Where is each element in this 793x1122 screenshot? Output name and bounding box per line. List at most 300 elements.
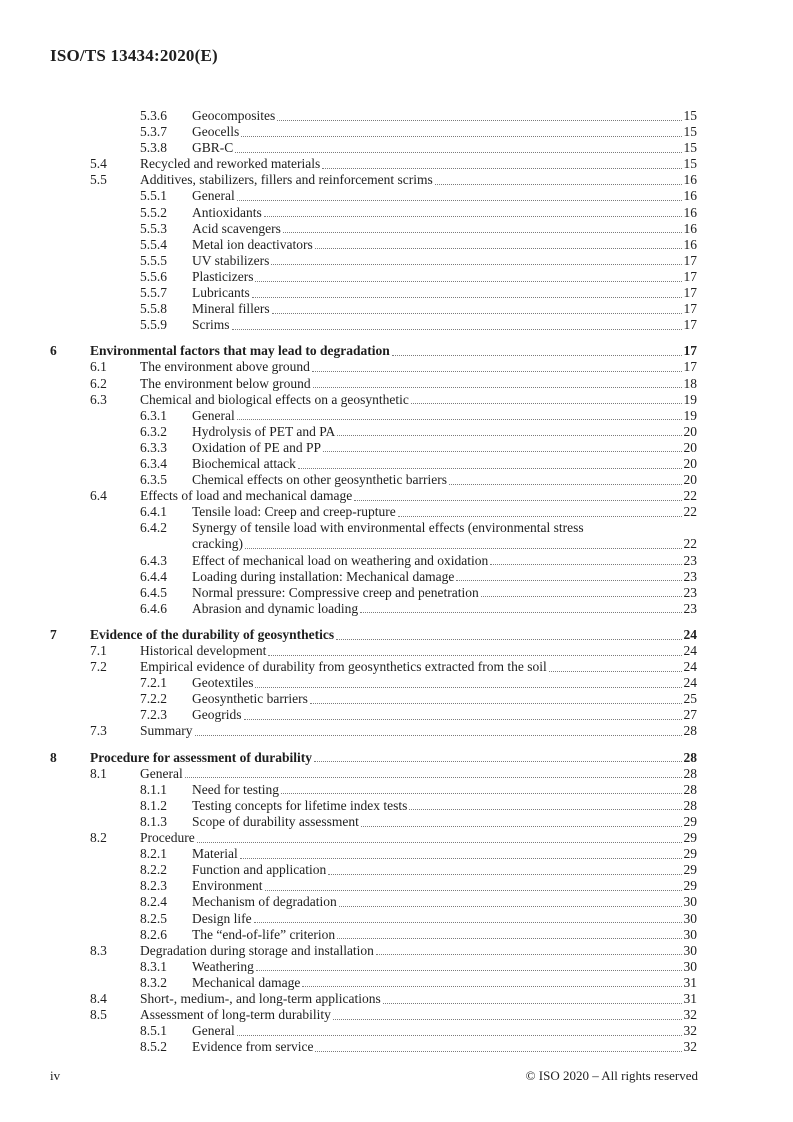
toc-entry-title: Summary: [140, 723, 193, 739]
toc-entry: [50, 359, 697, 375]
toc-entry-title: Procedure: [140, 830, 195, 846]
toc-entry-title: Material: [192, 846, 238, 862]
toc-entry-line: [192, 317, 697, 333]
dot-leader: [337, 927, 681, 940]
toc-entry: [50, 601, 697, 617]
toc-entry-page: 24: [683, 659, 697, 675]
toc-entry: [50, 456, 697, 472]
toc-entry-page: 17: [683, 317, 697, 333]
toc-entry-line: [192, 878, 697, 894]
dot-leader: [244, 707, 682, 720]
toc-entry-title: Environment: [192, 878, 263, 894]
dot-leader: [255, 675, 681, 688]
toc-entry-title: Oxidation of PE and PP: [192, 439, 322, 455]
toc-entry-line: [140, 359, 697, 375]
toc-entry-title: Environmental factors that may lead to degradation: [90, 343, 390, 359]
toc-entry-body: [140, 392, 697, 408]
toc-entry-page: 20: [683, 455, 697, 471]
toc-entry-number: 5.3.8: [140, 140, 167, 156]
toc-entry-title: The environment above ground: [140, 359, 310, 375]
dot-leader: [240, 846, 682, 859]
dot-leader: [252, 285, 682, 298]
toc-entry: [50, 846, 697, 862]
toc-entry-number: 7.1: [90, 643, 107, 658]
toc-entry-title: Weathering: [192, 958, 254, 974]
dot-leader: [256, 959, 682, 972]
toc-entry-number: 5.3.7: [140, 124, 167, 140]
toc-entry-page: 25: [683, 691, 697, 707]
toc-entry-line: [192, 124, 697, 140]
toc-entry-page: 23: [683, 600, 697, 616]
toc-entry-number: 6.3.3: [140, 439, 167, 455]
toc-entry-title: Additives, stabilizers, fillers and reinforcement scrims: [140, 172, 433, 188]
toc-entry-number: 5.5.1: [140, 188, 167, 204]
toc-entry-number: 5.5.5: [140, 252, 167, 268]
toc-entry-line: [140, 376, 697, 392]
toc-entry-number: 5.5: [90, 172, 107, 188]
toc-entry-title: Geogrids: [192, 707, 242, 723]
toc-entry: [50, 108, 697, 124]
toc-entry-page: 24: [683, 643, 697, 658]
dot-leader: [241, 124, 681, 137]
toc-entry: [50, 188, 697, 204]
toc-entry-page: 17: [683, 359, 697, 375]
dot-leader: [255, 269, 681, 282]
toc-entry: [50, 585, 697, 601]
toc-entry-body: [192, 878, 697, 894]
dot-leader: [398, 504, 682, 517]
toc-entry-title: Mechanism of degradation: [192, 894, 337, 910]
toc-entry-body: [140, 723, 697, 739]
dot-leader: [302, 975, 681, 988]
toc-entry-title: Scrims: [192, 317, 230, 333]
toc-entry-number: 8.2.5: [140, 910, 167, 926]
toc-entry-body: [192, 440, 697, 456]
toc-entry: [50, 376, 697, 392]
toc-entry-title: Degradation during storage and installation: [140, 942, 374, 958]
toc-entry-number: 5.4: [90, 156, 107, 172]
toc-entry-page: 17: [683, 252, 697, 268]
toc-entry: [50, 269, 697, 285]
toc-entry-body: [140, 1007, 697, 1023]
toc-entry-body: [192, 675, 697, 691]
toc-entry-title: General: [192, 1023, 235, 1039]
toc-entry-line: [140, 643, 697, 659]
toc-entry-title: Chemical effects on other geosynthetic barriers: [192, 472, 448, 488]
toc-entry-number: 8: [50, 749, 57, 765]
toc-entry: [50, 221, 697, 237]
toc-entry-page: 32: [683, 1039, 697, 1055]
toc-entry-page: 23: [683, 552, 697, 568]
toc-entry: [50, 894, 697, 910]
toc-entry-body: [192, 782, 697, 798]
toc-entry-line: [192, 911, 697, 927]
toc-entry-title: Historical development: [140, 643, 267, 658]
toc-entry-page: 17: [683, 301, 697, 317]
toc-entry: [50, 659, 697, 675]
toc-entry-line: [192, 520, 697, 536]
toc-entry-page: 27: [683, 707, 697, 723]
dot-leader: [264, 205, 682, 218]
toc-entry-body: [192, 317, 697, 333]
toc-entry-body: [192, 1023, 697, 1039]
toc-entry-page: 17: [683, 268, 697, 284]
toc-entry-body: [140, 659, 697, 675]
toc-entry-page: 15: [683, 124, 697, 140]
dot-leader: [195, 723, 682, 736]
toc-entry: [50, 317, 697, 333]
toc-entry: [50, 943, 697, 959]
toc-entry-body: [192, 601, 697, 617]
dot-leader: [185, 766, 682, 779]
toc-entry-page: 30: [683, 910, 697, 926]
toc-entry-line: [192, 782, 697, 798]
toc-entry-number: 6.3.2: [140, 423, 167, 439]
toc-entry-line: [192, 424, 697, 440]
toc-entry: [50, 1039, 697, 1055]
toc-entry-body: [140, 156, 697, 172]
toc-entry-number: 8.3.2: [140, 974, 167, 990]
toc-entry-page: 15: [683, 108, 697, 123]
toc-entry-number: 6.3.4: [140, 455, 167, 471]
toc-entry-page: 16: [683, 236, 697, 252]
toc-entry-title: Geosynthetic barriers: [192, 691, 308, 707]
toc-entry-line: [192, 408, 697, 424]
dot-leader: [456, 569, 681, 582]
toc-entry-title: Geotextiles: [192, 675, 254, 691]
toc-entry-line: [192, 585, 697, 601]
dot-leader: [272, 301, 682, 314]
toc-entry-title: The “end-of-life” criterion: [192, 926, 336, 942]
toc-entry-page: 23: [683, 584, 697, 600]
toc-entry-title: GBR-C: [192, 140, 234, 156]
toc-entry-title: Normal pressure: Compressive creep and penetration: [192, 584, 479, 600]
toc-entry-page: 15: [683, 140, 697, 156]
toc-entry-number: 8.1.2: [140, 797, 167, 813]
toc-entry-line: [192, 814, 697, 830]
toc-entry-title: UV stabilizers: [192, 252, 270, 268]
dot-leader: [271, 253, 681, 266]
toc-entry-body: [192, 472, 697, 488]
toc-entry: [50, 253, 697, 269]
toc-entry-page: 20: [683, 472, 697, 488]
dot-leader: [283, 221, 682, 234]
toc-entry: [50, 301, 697, 317]
toc-entry-line: [192, 894, 697, 910]
toc-entry-body: [140, 766, 697, 782]
toc-entry: [50, 627, 697, 643]
toc-entry-line: [90, 627, 697, 643]
dot-leader: [411, 392, 682, 405]
toc-entry-number: 6.4.1: [140, 504, 167, 520]
table-of-contents: [50, 108, 697, 1055]
dot-leader: [481, 585, 682, 598]
dot-leader: [323, 440, 681, 453]
toc-entry-page: 15: [683, 156, 697, 172]
toc-entry-title: Short-, medium-, and long-term applications: [140, 990, 381, 1006]
toc-entry-line: [192, 975, 697, 991]
toc-entry: [50, 343, 697, 359]
toc-entry: [50, 124, 697, 140]
toc-entry-page: 31: [683, 974, 697, 990]
toc-entry-title: Plasticizers: [192, 268, 254, 284]
toc-entry-title: Evidence from service: [192, 1039, 314, 1055]
toc-entry-page: 29: [683, 813, 697, 829]
toc-entry-body: [192, 108, 697, 124]
toc-entry-title: Function and application: [192, 862, 327, 878]
toc-entry: [50, 723, 697, 739]
dot-leader: [235, 140, 681, 153]
toc-entry-title: Design life: [192, 910, 252, 926]
toc-entry-page: 30: [683, 894, 697, 910]
toc-entry-title: Abrasion and dynamic loading: [192, 600, 359, 616]
toc-entry-number: 8.3: [90, 942, 107, 958]
toc-entry-number: 7.3: [90, 723, 107, 739]
toc-entry-body: [192, 140, 697, 156]
toc-entry-number: 7.2.1: [140, 675, 167, 691]
toc-entry: [50, 675, 697, 691]
toc-entry-title: Synergy of tensile load with environmental effects (environmental stress: [192, 520, 584, 536]
dot-leader: [490, 553, 681, 566]
toc-entry-title: Effect of mechanical load on weathering and oxidation: [192, 552, 489, 568]
toc-entry-number: 6.3: [90, 391, 107, 407]
toc-entry: [50, 520, 697, 552]
toc-entry-page: 28: [683, 765, 697, 781]
toc-entry-line: [192, 846, 697, 862]
toc-entry-number: 6.1: [90, 359, 107, 375]
toc-entry-line: [192, 1023, 697, 1039]
dot-leader: [392, 343, 682, 356]
toc-entry-number: 8.1.1: [140, 781, 167, 797]
toc-entry-body: [90, 627, 697, 643]
toc-entry-body: [192, 798, 697, 814]
toc-entry-body: [90, 750, 697, 766]
toc-entry-body: [192, 301, 697, 317]
toc-entry-line: [140, 659, 697, 675]
toc-entry-body: [192, 569, 697, 585]
toc-entry-page: 16: [683, 188, 697, 204]
dot-leader: [333, 1007, 682, 1020]
toc-entry-line: [192, 237, 697, 253]
toc-entry-page: 16: [683, 204, 697, 220]
toc-entry-number: 6.4.4: [140, 568, 167, 584]
dot-leader: [298, 456, 682, 469]
toc-entry-number: 8.5: [90, 1007, 107, 1023]
dot-leader: [254, 911, 682, 924]
toc-entry-body: [192, 553, 697, 569]
toc-entry-title: Metal ion deactivators: [192, 236, 313, 252]
toc-entry-body: [192, 894, 697, 910]
toc-entry: [50, 927, 697, 943]
toc-entry: [50, 782, 697, 798]
toc-entry-body: [192, 1039, 697, 1055]
document-id: ISO/TS 13434:2020(E): [50, 46, 218, 65]
toc-entry-title: cracking): [192, 536, 243, 552]
toc-entry-title: Need for testing: [192, 781, 279, 797]
toc-entry-title: Mechanical damage: [192, 974, 301, 990]
dot-leader: [322, 156, 681, 169]
toc-entry-number: 6.3.1: [140, 407, 167, 423]
toc-entry-body: [140, 643, 697, 659]
toc-entry-line: [192, 301, 697, 317]
toc-entry-body: [192, 927, 697, 943]
toc-entry-page: 20: [683, 439, 697, 455]
dot-leader: [361, 814, 682, 827]
toc-entry-line: [192, 440, 697, 456]
toc-entry-body: [192, 814, 697, 830]
toc-entry-page: 30: [683, 958, 697, 974]
toc-entry-title: Testing concepts for lifetime index tests: [192, 797, 408, 813]
toc-entry-body: [192, 408, 697, 424]
dot-leader: [314, 750, 682, 763]
toc-entry-number: 8.3.1: [140, 958, 167, 974]
toc-entry-line: [192, 140, 697, 156]
toc-entry: [50, 504, 697, 520]
toc-entry-line: [192, 1039, 697, 1055]
toc-entry-title: Recycled and reworked materials: [140, 156, 321, 172]
toc-entry-title: Empirical evidence of durability from geosynthetics extracted from the soil: [140, 659, 547, 675]
toc-entry-title: Loading during installation: Mechanical damage: [192, 568, 455, 584]
toc-entry-body: [140, 376, 697, 392]
toc-entry: [50, 691, 697, 707]
toc-entry-page: 30: [683, 942, 697, 958]
toc-entry-page: 29: [683, 846, 697, 862]
toc-entry-line: [192, 862, 697, 878]
dot-leader: [232, 317, 682, 330]
toc-entry-title: Antioxidants: [192, 204, 262, 220]
toc-entry-number: 6: [50, 343, 57, 359]
toc-entry-page: 29: [683, 830, 697, 846]
toc-entry-line: [192, 601, 697, 617]
toc-entry-line: [192, 927, 697, 943]
toc-entry-line: [90, 750, 697, 766]
toc-entry-page: 17: [683, 343, 697, 359]
toc-entry-number: 5.5.6: [140, 268, 167, 284]
toc-entry-body: [192, 124, 697, 140]
toc-entry-line: [140, 1007, 697, 1023]
toc-entry: [50, 553, 697, 569]
dot-leader: [312, 359, 682, 372]
dot-leader: [328, 862, 681, 875]
dot-leader: [237, 408, 682, 421]
toc-entry: [50, 798, 697, 814]
toc-entry-body: [192, 691, 697, 707]
dot-leader: [245, 536, 682, 549]
toc-entry: [50, 472, 697, 488]
toc-entry-line: [140, 830, 697, 846]
toc-entry: [50, 959, 697, 975]
toc-entry: [50, 488, 697, 504]
toc-entry-number: 6.4.2: [140, 520, 167, 536]
dot-leader: [549, 659, 682, 672]
toc-entry-line: [192, 504, 697, 520]
toc-entry: [50, 440, 697, 456]
toc-entry-line: [140, 723, 697, 739]
toc-entry-title: Acid scavengers: [192, 220, 281, 236]
toc-entry-title: Assessment of long-term durability: [140, 1007, 331, 1023]
toc-entry-number: 5.3.6: [140, 108, 167, 123]
toc-entry-page: 22: [683, 504, 697, 520]
toc-entry-body: [192, 911, 697, 927]
toc-entry: [50, 707, 697, 723]
toc-entry-line: [192, 959, 697, 975]
toc-entry: [50, 205, 697, 221]
toc-entry-body: [192, 237, 697, 253]
toc-entry-page: 16: [683, 172, 697, 188]
toc-entry-line: [192, 569, 697, 585]
toc-entry-number: 5.5.7: [140, 285, 167, 301]
toc-entry-body: [140, 943, 697, 959]
toc-entry: [50, 975, 697, 991]
toc-entry-line: [140, 392, 697, 408]
toc-entry-body: [192, 585, 697, 601]
toc-entry-number: 6.4.5: [140, 584, 167, 600]
toc-entry-body: [192, 975, 697, 991]
dot-leader: [277, 108, 681, 121]
toc-entry-line: [140, 488, 697, 504]
dot-leader: [336, 627, 681, 640]
toc-entry-page: 20: [683, 423, 697, 439]
toc-entry-line: [192, 707, 697, 723]
toc-entry-line: [140, 156, 697, 172]
toc-entry-body: [192, 504, 697, 520]
toc-entry: [50, 766, 697, 782]
toc-entry: [50, 156, 697, 172]
toc-entry-title: Scope of durability assessment: [192, 813, 359, 829]
toc-entry-title: General: [192, 188, 235, 204]
toc-entry-title: Effects of load and mechanical damage: [140, 488, 353, 504]
dot-leader: [268, 643, 681, 656]
toc-entry-line: [140, 172, 697, 188]
dot-leader: [315, 1039, 681, 1052]
toc-entry-body: [192, 205, 697, 221]
toc-entry-line: [140, 991, 697, 1007]
toc-entry-line: [192, 691, 697, 707]
toc-entry-body: [192, 424, 697, 440]
toc-entry-number: 8.5.2: [140, 1039, 167, 1055]
dot-leader: [281, 782, 682, 795]
toc-entry: [50, 750, 697, 766]
toc-entry-line: [192, 472, 697, 488]
toc-entry-line: [192, 798, 697, 814]
toc-entry-title: General: [140, 765, 183, 781]
toc-entry: [50, 408, 697, 424]
toc-entry-body: [192, 707, 697, 723]
toc-entry: [50, 862, 697, 878]
toc-entry-body: [192, 959, 697, 975]
dot-leader: [310, 691, 682, 704]
toc-entry-number: 8.4: [90, 990, 107, 1006]
toc-entry-body: [192, 188, 697, 204]
toc-entry-number: 8.2.2: [140, 862, 167, 878]
toc-entry-body: [192, 285, 697, 301]
dot-leader: [449, 472, 681, 485]
page-number-label: iv: [50, 1068, 61, 1083]
toc-entry-page: 28: [683, 749, 697, 765]
toc-entry-page: 28: [683, 723, 697, 739]
toc-entry-body: [192, 862, 697, 878]
toc-entry: [50, 878, 697, 894]
dot-leader: [237, 188, 682, 201]
toc-entry-number: 8.2.4: [140, 894, 167, 910]
toc-entry-page: 28: [683, 797, 697, 813]
toc-entry-line: [192, 253, 697, 269]
toc-entry-page: 22: [683, 488, 697, 504]
toc-entry-page: 19: [683, 407, 697, 423]
toc-entry-body: [90, 343, 697, 359]
toc-entry: [50, 643, 697, 659]
toc-entry-line: [90, 343, 697, 359]
